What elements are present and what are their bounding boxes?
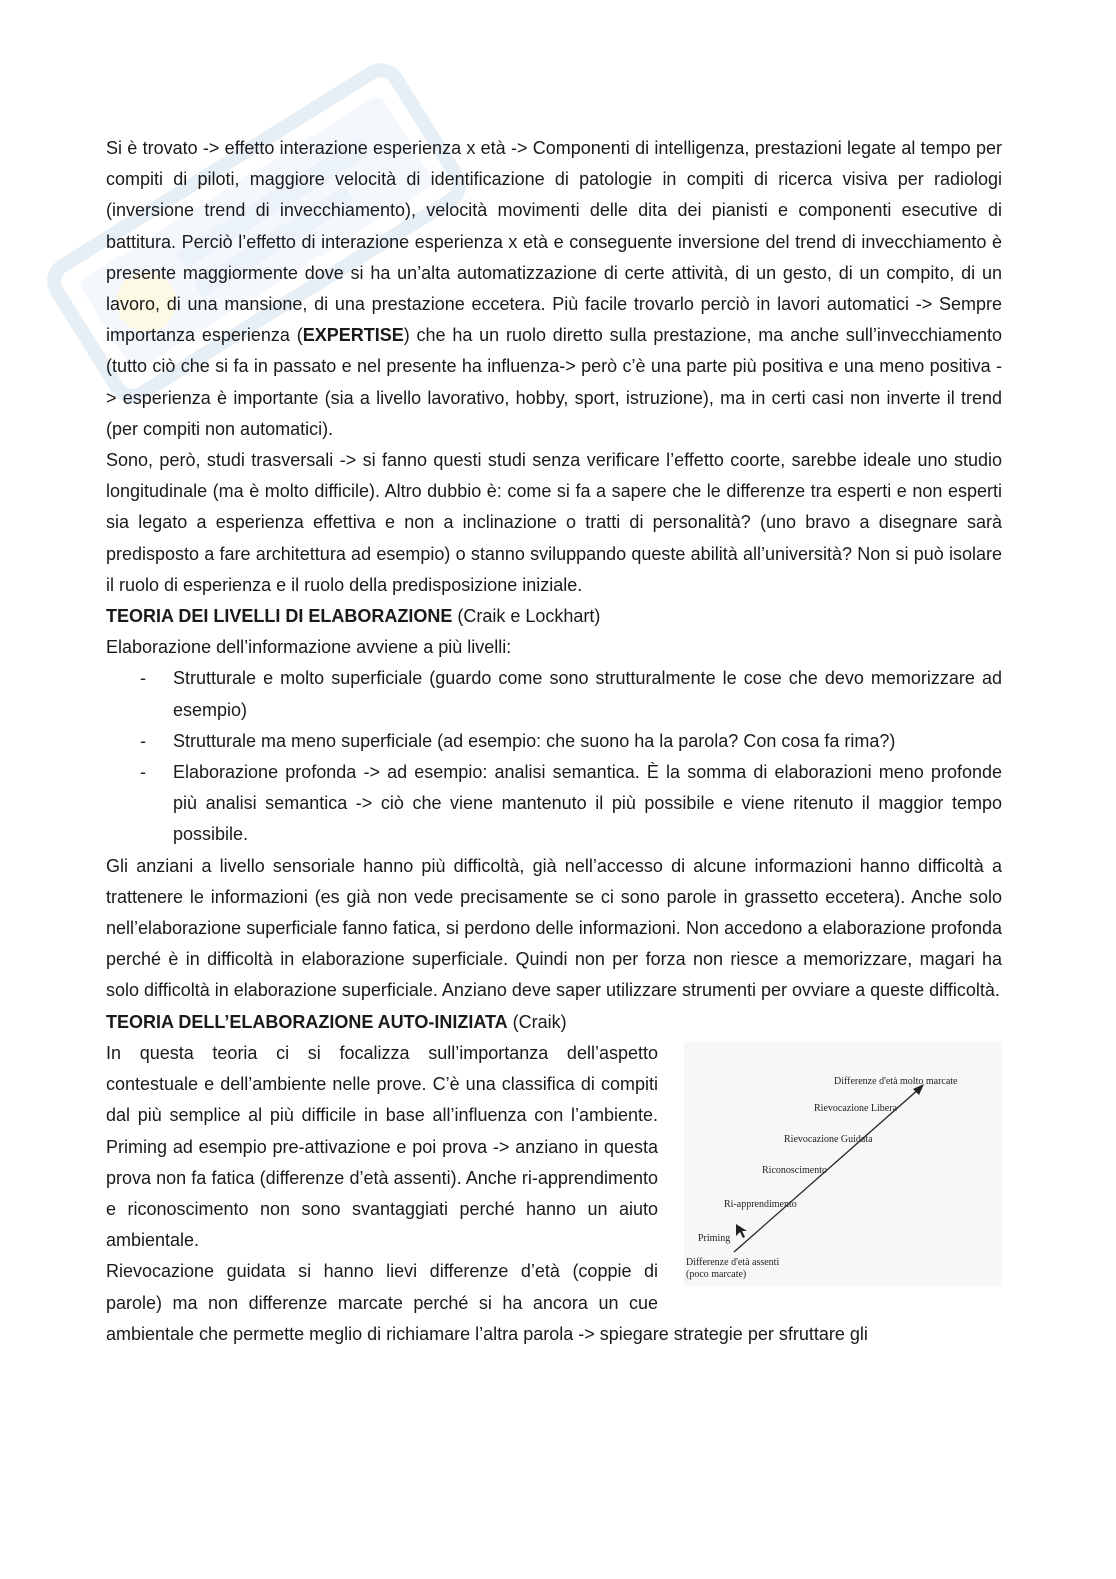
- task-difficulty-figure: [684, 1042, 1002, 1286]
- figure-label: Rievocazione Libera: [814, 1102, 898, 1114]
- levels-list: [106, 663, 1002, 850]
- heading-levels-of-processing: TEORIA DEI LIVELLI DI ELABORAZIONE (Craik e Lockhart): [106, 606, 601, 627]
- document-page: [106, 133, 1002, 1350]
- figure-label: Priming: [698, 1232, 731, 1244]
- list-item: - Strutturale e molto superficiale (guardo come sono strutturalmente le cose che devo memorizzare ad esempio): [173, 663, 1002, 725]
- figure-label: Ri-apprendimento: [724, 1198, 797, 1210]
- list-item: - Strutturale ma meno superficiale (ad esempio: che suono ha la parola? Con cosa fa rima?): [173, 726, 1002, 757]
- paragraph-levels-intro: Elaborazione dell’informazione avviene a più livelli:: [106, 637, 512, 658]
- heading-self-initiated: TEORIA DELL’ELABORAZIONE AUTO-INIZIATA (Craik): [106, 1011, 567, 1032]
- paragraph-expertise: Si è trovato -> effetto interazione esperienza x età -> Componenti di intelligenza, prestazioni legate al tempo per compiti di piloti, maggiore velocità di identificazione di patologie in compiti di ricerca visiva per radiologi (inversione trend di invecchiamento), velocità movimenti delle dita dei pianisti e componenti esecutive di battitura. Perciò l’effetto di interazione esperienza x età e conseguente inversione del trend di invecchiamento è presente maggiormente dove si ha un’alta automatizzazione di certe attività, di un gesto, di un compito, di un lavoro, di una mansione, di una prestazione eccetera. Più facile trovarlo perciò in lavori automatici -> Sempre importanza esperienza (EXPERTISE) che ha un ruolo diretto sulla prestazione, ma anche sull’invecchiamento (tutto ciò che si fa in passato e nel presente ha influenza-> però c’è una parte più positiva e una meno positiva -> esperienza è importante (sia a livello lavorativo, hobby, sport, istruzione), ma in certi casi non inverte il trend (per compiti non automatici).: [106, 138, 1002, 439]
- figure-label: Rievocazione Guidata: [784, 1133, 873, 1145]
- figure-bottom-label: Differenze d'età assenti: [686, 1256, 780, 1268]
- list-item: - Elaborazione profonda -> ad esempio: analisi semantica. È la somma di elaborazioni meno profonde più analisi semantica -> ciò che viene mantenuto il più possibile e viene ritenuto il maggior tempo possibile.: [173, 757, 1002, 851]
- figure-label: Riconoscimento: [762, 1164, 827, 1176]
- paragraph-environment: In questa teoria ci si focalizza sull’importanza dell’aspetto contestuale e dell’ambiente nelle prove. C’è una classifica di compiti dal più semplice al più difficile in base all’influenza con l’ambiente. Priming ad esempio pre-attivazione e poi prova -> anziano in questa prova non fa fatica (differenze d’età assenti). Anche ri-apprendimento e riconoscimento non sono svantaggiati perché hanno un aiuto ambientale.: [106, 1042, 658, 1251]
- figure-bottom-label-sub: (poco marcate): [686, 1268, 747, 1280]
- paragraph-elderly: Gli anziani a livello sensoriale hanno più difficoltà, già nell’accesso di alcune informazioni hanno difficoltà a trattenere le informazioni (es già non vede precisamente se ci sono parole in grassetto eccetera). Anche solo nell’elaborazione superficiale fanno fatica, si perdono delle informazioni. Non accedono a elaborazione profonda perché è in difficoltà in elaborazione superficiale. Quindi non per forza non riesce a memorizzare, magari ha solo difficoltà in elaborazione superficiale. Anziano deve saper utilizzare strumenti per ovviare a queste difficoltà.: [106, 855, 1002, 1001]
- expertise-term: EXPERTISE: [302, 325, 404, 346]
- paragraph-guided-recall: Rievocazione guidata si hanno lievi differenze d’età (coppie di parole) ma non differenze marcate perché si ha ancora un cue ambientale che permette meglio di richiamare l’altra parola -> spiegare strategie per sfruttare gli: [106, 1261, 868, 1344]
- paragraph-cross-sectional: Sono, però, studi trasversali -> si fanno questi studi senza verificare l’effetto coorte, sarebbe ideale uno studio longitudinale (ma è molto difficile). Altro dubbio è: come si fa a sapere che le differenze tra esperti e non esperti sia legato a esperienza effettiva e non a inclinazione o tratti di personalità? (uno bravo a disegnare sarà predisposto a fare architettura ad esempio) o stanno sviluppando queste abilità all’università? Non si può isolare il ruolo di esperienza e il ruolo della predisposizione iniziale.: [106, 450, 1002, 595]
- figure-top-label: Differenze d'età molto marcate: [834, 1075, 958, 1087]
